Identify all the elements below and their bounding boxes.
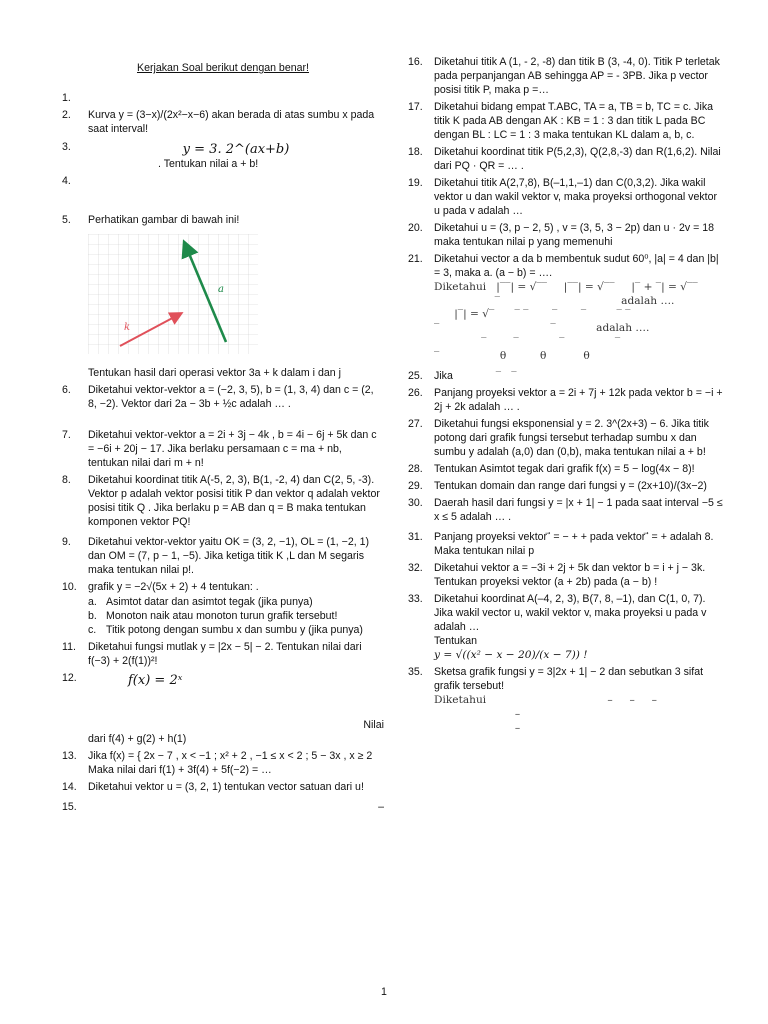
question-19: 19. Diketahui titik A(2,7,8), B(–1,1,–1) dan C(0,3,2). Jika wakil vektor u dan wakil vektor v, maka proyeksi orthogonal vektor u pada v adalah … xyxy=(408,176,718,217)
question-2: 2. Kurva y = (3−x)/(2x²−x−6) akan berada di atas sumbu x pada saat interval! xyxy=(62,108,375,135)
right-column xyxy=(408,56,724,739)
equation: y = 3. 2^(ax+b) xyxy=(182,141,290,157)
vector-a-label: a xyxy=(218,283,224,295)
formula-fragment: – xyxy=(378,801,384,814)
question-3: 3. y = 3. 2^(ax+b) . Tentukan nilai a + b! xyxy=(62,141,384,172)
question-28: 28. Tentukan Asimtot tegak dari grafik f(x) = 5 − log(4x − 8)! xyxy=(408,463,695,476)
question-3-instruction: . Tentukan nilai a + b! xyxy=(158,158,259,171)
question-8: 8. Diketahui koordinat titik A(-5, 2, 3), B(1, -2, 4) dan C(2, 5, -3). Vektor p adalah vektor posisi titik P dan vektor q adalah vektor posisi titik Q . Jika berlaku p = AB dan q = B maka tentukan komponen vektor PQ! xyxy=(62,473,380,528)
question-29: 29. Tentukan domain dan range dari fungsi y = (2x+10)/(3x−2) xyxy=(408,480,707,493)
question-1: 1. xyxy=(62,91,71,104)
vector-grid-svg xyxy=(88,234,258,354)
subitem: b. Monoton naik atau monoton turun grafik tersebut! xyxy=(88,610,338,623)
vector-grid-figure xyxy=(88,234,384,359)
left-column xyxy=(62,56,384,818)
formula-fragment: Diketahui – – – – – xyxy=(434,693,657,734)
question-31: 31. Panjang proyeksi vektor ⃗ = − + + pada vektor ⃗ = + adalah 8. Maka tentukan nilai p xyxy=(408,531,714,557)
question-13: 13. Jika f(x) = { 2x − 7 , x < −1 ; x² + 2 , −1 ≤ x < 2 ; 5 − 3x , x ≥ 2 Maka nilai dari f(1) + 3f(4) + 5f(−2) = … xyxy=(62,750,373,777)
question-35: 35. Sketsa grafik fungsi y = 3|2x + 1| − 2 dan sebutkan 3 sifat grafik tersebut! Diketahui – – – – – xyxy=(408,666,724,736)
question-4: 4. xyxy=(62,175,71,187)
grid-background xyxy=(88,234,258,354)
question-5: 5. Perhatikan gambar di bawah ini! a k Tentukan hasil dari operasi vektor 3a + k dalam i dan j xyxy=(62,214,384,381)
page-number: 1 xyxy=(381,986,387,998)
question-21: 21. Diketahui vector a da b membentuk sudut 60⁰, |a| = 4 dan |b| = 3, maka a. (a − b) = …. Diketahui |‾‾| = √‾‾ |‾‾| = √‾‾ |‾ + ‾| = √‾‾ ‾ adalah …. |‾| = √‾ ‾ ‾ ‾ ‾ ‾ ‾ ‾ ‾ adalah …. ‾ ‾ ‾ ‾ ‾ θ θ θ xyxy=(408,253,724,365)
formula-fragment: Diketahui |‾‾| = √‾‾ |‾‾| = √‾‾ |‾ + ‾| = √‾‾ ‾ adalah …. |‾| = √‾ ‾ ‾ ‾ ‾ ‾ ‾ ‾ ‾ adalah …. ‾ ‾ ‾ ‾ ‾ θ θ θ xyxy=(434,280,698,363)
question-20: 20. Diketahui u = (3, p − 2, 5) , v = (3, 5, 3 − 2p) dan u · 2v = 18 maka tentukan nilai p yang memenuhi xyxy=(408,221,715,248)
subitem: c. Titik potong dengan sumbu x dan sumbu y (jika punya) xyxy=(88,624,363,637)
subitem: a. Asimtot datar dan asimtot tegak (jika punya) xyxy=(88,596,313,609)
formula-fragment: ‾ ‾ xyxy=(495,370,517,383)
question-10-subitems xyxy=(88,596,384,638)
question-10: 10. grafik y = −2√(5x + 2) + 4 tentukan: . a. Asimtot datar dan asimtot tegak (jika punya) b. Monoton naik atau monoton turun grafik tersebut! c. Titik potong dengan sumbu x dan sumbu y (jika punya) xyxy=(62,581,384,639)
question-32: 32. Diketahui vektor a = −3i + 2j + 5k dan vektor b = i + j − 3k. Tentukan proyeksi vektor (a + 2b) pada (a − b) ! xyxy=(408,561,706,588)
question-9: 9. Diketahui vektor-vektor yaitu OK = (3, 2, −1), OL = (1, −2, 1) dan OM = (7, p − 1, −5). Jika ketiga titik K ,L dan M segaris maka tentukan nilai p!. xyxy=(62,535,370,576)
question-25: 25. Jika ‾ ‾ xyxy=(408,370,517,383)
question-30: 30. Daerah hasil dari fungsi y = |x + 1| − 1 pada saat interval −5 ≤ x ≤ 5 adalah … . xyxy=(408,497,723,524)
question-15: 15. – xyxy=(62,801,384,814)
question-18: 18. Diketahui koordinat titik P(5,2,3), Q(2,8,-3) dan R(1,6,2). Nilai dari PQ · QR = … . xyxy=(408,145,721,172)
question-27: 27. Diketahui fungsi eksponensial y = 2. 3^(2x+3) − 6. Jika titik potong dari grafik fungsi tersebut terhadap sumbu x dan sumbu y adalah (a,0) dan (0,b), maka tentukan nilai a + b! xyxy=(408,418,709,459)
equation: y = √((x² − x − 20)/(x − 7)) ! xyxy=(434,648,588,661)
vector-k-label: k xyxy=(124,321,131,333)
question-11: 11. Diketahui fungsi mutlak y = |2x − 5| − 2. Tentukan nilai dari f(−3) + 2(f(1))²! xyxy=(62,641,362,668)
question-6: 6. Diketahui vektor-vektor a = (−2, 3, 5), b = (1, 3, 4) dan c = (2, 8, −2). Vektor dari 2a − 3b + ½c adalah … . xyxy=(62,383,374,410)
question-12: 12. f(x) = 2ˣ Nilai dari f(4) + g(2) + h(1) xyxy=(62,672,384,746)
question-14: 14. Diketahui vektor u = (3, 2, 1) tentukan vector satuan dari u! xyxy=(62,781,364,794)
question-33: 33. Diketahui koordinat A(–4, 2, 3), B(7, 8, –1), dan C(1, 0, 7). Jika wakil vector u, wakil vektor v, maka proyeksi u pada v adalah … Tentukan y = √((x² − x − 20)/(x − 7)) ! xyxy=(408,593,724,663)
page-title: Kerjakan Soal berikut dengan benar! xyxy=(137,62,309,74)
equation: f(x) = 2ˣ xyxy=(128,673,183,689)
question-17: 17. Diketahui bidang empat T.ABC, TA = a, TB = b, TC = c. Jika titik K pada AB dengan AK : KB = 1 : 3 dan titik L pada BC dengan BL : LC = 1 : 3 maka tentukan KL dalam a, b, c. xyxy=(408,100,714,141)
question-16: 16. Diketahui titik A (1, - 2, -8) dan titik B (3, -4, 0). Titik P terletak pada perpanjangan AB sehingga AP = - 3PB. Jika p vector posisi titik P, maka p =… xyxy=(408,56,720,96)
question-7: 7. Diketahui vektor-vektor a = 2i + 3j − 4k , b = 4i − 6j + 5k dan c = −6i + 20j − 17. Jika berlaku persamaan c = ma + nb, tentukan nilai dari m + n! xyxy=(62,428,377,469)
question-26: 26. Panjang proyeksi vektor a = 2i + 7j + 12k pada vektor b = −i + 2j + 2k adalah … . xyxy=(408,387,723,414)
